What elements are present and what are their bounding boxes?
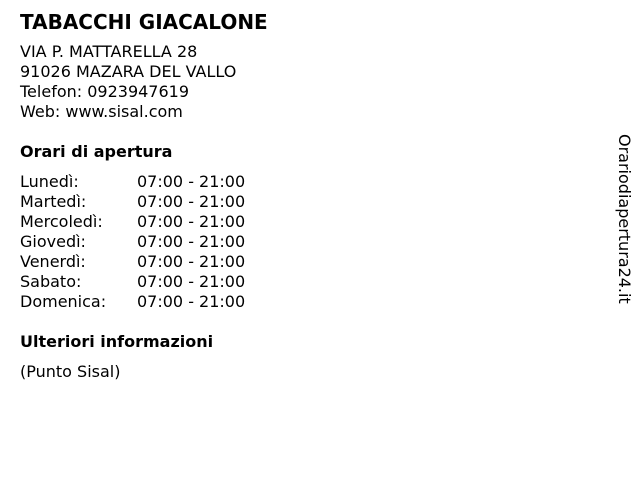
web-line: Web: www.sisal.com [20,102,183,121]
hours-day: Giovedì: [20,232,86,251]
info-text: (Punto Sisal) [20,362,121,381]
address-block [20,42,600,122]
hours-day: Martedì: [20,192,87,211]
hours-time: 07:00 - 21:00 [137,192,246,211]
hours-row [20,292,600,312]
hours-list [20,172,600,312]
hours-day: Sabato: [20,272,82,291]
hours-time: 07:00 - 21:00 [137,272,246,291]
content [20,10,600,382]
hours-time: 07:00 - 21:00 [137,172,246,191]
hours-day: Domenica: [20,292,107,311]
business-name: TABACCHI GIACALONE [20,10,268,34]
hours-time: 07:00 - 21:00 [137,232,246,251]
hours-time: 07:00 - 21:00 [137,252,246,271]
info-title: Ulteriori informazioni [20,332,214,351]
hours-row [20,212,600,232]
hours-time: 07:00 - 21:00 [137,292,246,311]
hours-day: Lunedì: [20,172,79,191]
hours-title: Orari di apertura [20,142,173,161]
hours-day: Venerdì: [20,252,86,271]
hours-day: Mercoledì: [20,212,103,231]
hours-row [20,252,600,272]
phone-line: Telefon: 0923947619 [20,82,190,101]
hours-row [20,172,600,192]
hours-row [20,272,600,292]
site-watermark: Orariodiapertura24.it [615,134,634,304]
hours-time: 07:00 - 21:00 [137,212,246,231]
hours-row [20,232,600,252]
hours-row [20,192,600,212]
address-city: 91026 MAZARA DEL VALLO [20,62,237,81]
address-street: VIA P. MATTARELLA 28 [20,42,198,61]
